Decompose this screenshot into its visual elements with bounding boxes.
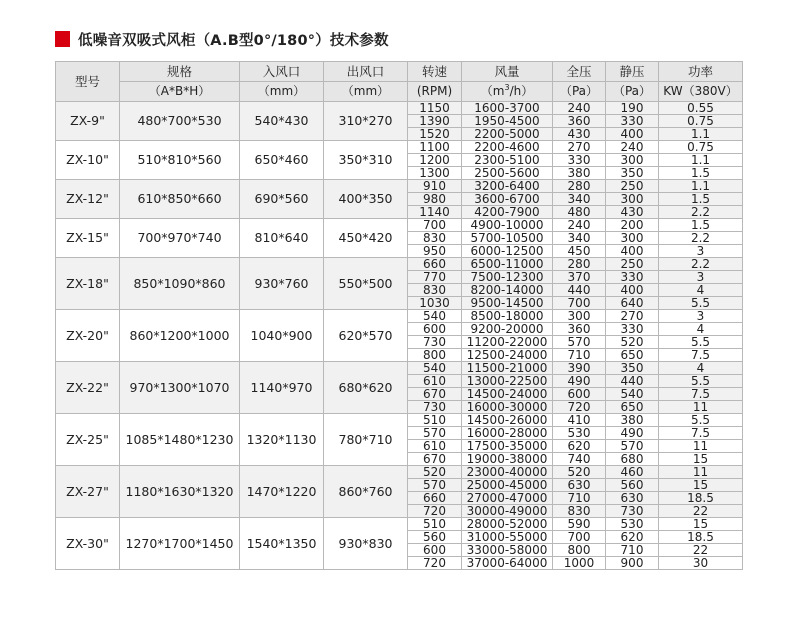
airflow-cell: 23000-40000 xyxy=(462,466,553,479)
model-cell: ZX-25" xyxy=(56,414,120,466)
spec-cell: 860*1200*1000 xyxy=(120,310,240,362)
static-pressure-cell: 330 xyxy=(606,323,659,336)
static-pressure-cell: 270 xyxy=(606,310,659,323)
static-pressure-cell: 620 xyxy=(606,531,659,544)
model-cell: ZX-20" xyxy=(56,310,120,362)
total-pressure-cell: 270 xyxy=(553,141,606,154)
power-cell: 22 xyxy=(659,544,743,557)
power-cell: 0.55 xyxy=(659,102,743,115)
speed-cell: 600 xyxy=(408,544,462,557)
speed-cell: 610 xyxy=(408,440,462,453)
airflow-cell: 7500-12300 xyxy=(462,271,553,284)
outlet-cell: 680*620 xyxy=(324,362,408,414)
power-cell: 11 xyxy=(659,440,743,453)
speed-cell: 540 xyxy=(408,362,462,375)
power-cell: 1.1 xyxy=(659,180,743,193)
airflow-cell: 11500-21000 xyxy=(462,362,553,375)
total-pressure-cell: 390 xyxy=(553,362,606,375)
static-pressure-cell: 540 xyxy=(606,388,659,401)
power-cell: 15 xyxy=(659,479,743,492)
power-cell: 22 xyxy=(659,505,743,518)
total-pressure-cell: 490 xyxy=(553,375,606,388)
airflow-cell: 2500-5600 xyxy=(462,167,553,180)
static-pressure-cell: 460 xyxy=(606,466,659,479)
power-cell: 0.75 xyxy=(659,115,743,128)
total-pressure-cell: 480 xyxy=(553,206,606,219)
outlet-cell: 860*760 xyxy=(324,466,408,518)
airflow-cell: 16000-30000 xyxy=(462,401,553,414)
speed-cell: 720 xyxy=(408,557,462,570)
outlet-cell: 400*350 xyxy=(324,180,408,219)
speed-cell: 730 xyxy=(408,401,462,414)
power-cell: 7.5 xyxy=(659,388,743,401)
unit-inlet: （mm） xyxy=(240,82,324,102)
speed-cell: 670 xyxy=(408,453,462,466)
header-spec: 规格 xyxy=(120,62,240,82)
inlet-cell: 540*430 xyxy=(240,102,324,141)
power-cell: 4 xyxy=(659,362,743,375)
header-inlet: 入风口 xyxy=(240,62,324,82)
model-cell: ZX-15" xyxy=(56,219,120,258)
model-cell: ZX-27" xyxy=(56,466,120,518)
page-title: 低噪音双吸式风柜（A.B型0°/180°）技术参数 xyxy=(78,32,389,49)
static-pressure-cell: 650 xyxy=(606,401,659,414)
power-cell: 1.5 xyxy=(659,219,743,232)
spec-table xyxy=(55,61,743,570)
airflow-cell: 9500-14500 xyxy=(462,297,553,310)
unit-airflow-pre: （m xyxy=(480,84,505,98)
static-pressure-cell: 190 xyxy=(606,102,659,115)
model-cell: ZX-10" xyxy=(56,141,120,180)
total-pressure-cell: 720 xyxy=(553,401,606,414)
airflow-cell: 1950-4500 xyxy=(462,115,553,128)
speed-cell: 610 xyxy=(408,375,462,388)
inlet-cell: 1540*1350 xyxy=(240,518,324,570)
speed-cell: 980 xyxy=(408,193,462,206)
power-cell: 15 xyxy=(659,518,743,531)
outlet-cell: 550*500 xyxy=(324,258,408,310)
airflow-cell: 19000-38000 xyxy=(462,453,553,466)
static-pressure-cell: 400 xyxy=(606,245,659,258)
speed-cell: 910 xyxy=(408,180,462,193)
spec-cell: 700*970*740 xyxy=(120,219,240,258)
outlet-cell: 310*270 xyxy=(324,102,408,141)
airflow-cell: 12500-24000 xyxy=(462,349,553,362)
power-cell: 2.2 xyxy=(659,232,743,245)
airflow-cell: 3200-6400 xyxy=(462,180,553,193)
static-pressure-cell: 440 xyxy=(606,375,659,388)
speed-cell: 830 xyxy=(408,232,462,245)
total-pressure-cell: 570 xyxy=(553,336,606,349)
power-cell: 1.5 xyxy=(659,167,743,180)
table-row xyxy=(56,466,743,479)
speed-cell: 700 xyxy=(408,219,462,232)
speed-cell: 510 xyxy=(408,518,462,531)
table-row xyxy=(56,414,743,427)
table-row xyxy=(56,310,743,323)
speed-cell: 1030 xyxy=(408,297,462,310)
static-pressure-cell: 710 xyxy=(606,544,659,557)
total-pressure-cell: 360 xyxy=(553,323,606,336)
speed-cell: 560 xyxy=(408,531,462,544)
speed-cell: 660 xyxy=(408,258,462,271)
outlet-cell: 930*830 xyxy=(324,518,408,570)
power-cell: 11 xyxy=(659,466,743,479)
airflow-cell: 2200-4600 xyxy=(462,141,553,154)
static-pressure-cell: 430 xyxy=(606,206,659,219)
static-pressure-cell: 650 xyxy=(606,349,659,362)
power-cell: 1.1 xyxy=(659,154,743,167)
speed-cell: 1390 xyxy=(408,115,462,128)
total-pressure-cell: 520 xyxy=(553,466,606,479)
static-pressure-cell: 730 xyxy=(606,505,659,518)
total-pressure-cell: 450 xyxy=(553,245,606,258)
model-cell: ZX-18" xyxy=(56,258,120,310)
inlet-cell: 1040*900 xyxy=(240,310,324,362)
airflow-cell: 6000-12500 xyxy=(462,245,553,258)
airflow-cell: 13000-22500 xyxy=(462,375,553,388)
outlet-cell: 620*570 xyxy=(324,310,408,362)
power-cell: 5.5 xyxy=(659,414,743,427)
unit-spec: （A*B*H） xyxy=(120,82,240,102)
unit-outlet: （mm） xyxy=(324,82,408,102)
speed-cell: 540 xyxy=(408,310,462,323)
static-pressure-cell: 380 xyxy=(606,414,659,427)
power-cell: 5.5 xyxy=(659,297,743,310)
unit-airflow xyxy=(462,82,553,102)
table-row xyxy=(56,102,743,115)
airflow-cell: 2200-5000 xyxy=(462,128,553,141)
total-pressure-cell: 340 xyxy=(553,193,606,206)
power-cell: 2.2 xyxy=(659,206,743,219)
spec-cell: 1270*1700*1450 xyxy=(120,518,240,570)
total-pressure-cell: 700 xyxy=(553,297,606,310)
table-row xyxy=(56,219,743,232)
total-pressure-cell: 330 xyxy=(553,154,606,167)
static-pressure-cell: 490 xyxy=(606,427,659,440)
total-pressure-cell: 1000 xyxy=(553,557,606,570)
airflow-cell: 1600-3700 xyxy=(462,102,553,115)
total-pressure-cell: 430 xyxy=(553,128,606,141)
speed-cell: 1200 xyxy=(408,154,462,167)
power-cell: 7.5 xyxy=(659,427,743,440)
static-pressure-cell: 200 xyxy=(606,219,659,232)
airflow-cell: 3600-6700 xyxy=(462,193,553,206)
power-cell: 18.5 xyxy=(659,492,743,505)
header-speed: 转速 xyxy=(408,62,462,82)
header-airflow: 风量 xyxy=(462,62,553,82)
airflow-cell: 16000-28000 xyxy=(462,427,553,440)
power-cell: 1.5 xyxy=(659,193,743,206)
model-cell: ZX-9" xyxy=(56,102,120,141)
speed-cell: 670 xyxy=(408,388,462,401)
airflow-cell: 27000-47000 xyxy=(462,492,553,505)
static-pressure-cell: 640 xyxy=(606,297,659,310)
speed-cell: 520 xyxy=(408,466,462,479)
unit-airflow-post: /h） xyxy=(509,84,534,98)
speed-cell: 570 xyxy=(408,479,462,492)
total-pressure-cell: 620 xyxy=(553,440,606,453)
power-cell: 4 xyxy=(659,284,743,297)
total-pressure-cell: 590 xyxy=(553,518,606,531)
airflow-cell: 25000-45000 xyxy=(462,479,553,492)
static-pressure-cell: 240 xyxy=(606,141,659,154)
static-pressure-cell: 330 xyxy=(606,271,659,284)
power-cell: 5.5 xyxy=(659,375,743,388)
power-cell: 2.2 xyxy=(659,258,743,271)
speed-cell: 730 xyxy=(408,336,462,349)
page-title-bar xyxy=(55,27,389,51)
speed-cell: 570 xyxy=(408,427,462,440)
header-static-pressure: 静压 xyxy=(606,62,659,82)
static-pressure-cell: 680 xyxy=(606,453,659,466)
total-pressure-cell: 240 xyxy=(553,219,606,232)
speed-cell: 720 xyxy=(408,505,462,518)
airflow-cell: 28000-52000 xyxy=(462,518,553,531)
outlet-cell: 780*710 xyxy=(324,414,408,466)
speed-cell: 770 xyxy=(408,271,462,284)
total-pressure-cell: 440 xyxy=(553,284,606,297)
header-outlet: 出风口 xyxy=(324,62,408,82)
static-pressure-cell: 250 xyxy=(606,258,659,271)
total-pressure-cell: 410 xyxy=(553,414,606,427)
title-marker-icon xyxy=(55,31,70,47)
unit-power: KW（380V） xyxy=(659,82,743,102)
speed-cell: 830 xyxy=(408,284,462,297)
airflow-cell: 4900-10000 xyxy=(462,219,553,232)
airflow-cell: 14500-24000 xyxy=(462,388,553,401)
inlet-cell: 1470*1220 xyxy=(240,466,324,518)
total-pressure-cell: 800 xyxy=(553,544,606,557)
model-cell: ZX-30" xyxy=(56,518,120,570)
power-cell: 30 xyxy=(659,557,743,570)
total-pressure-cell: 300 xyxy=(553,310,606,323)
power-cell: 3 xyxy=(659,245,743,258)
total-pressure-cell: 530 xyxy=(553,427,606,440)
power-cell: 7.5 xyxy=(659,349,743,362)
spec-cell: 850*1090*860 xyxy=(120,258,240,310)
header-unit-row xyxy=(56,82,743,102)
table-row xyxy=(56,258,743,271)
inlet-cell: 1140*970 xyxy=(240,362,324,414)
model-cell: ZX-22" xyxy=(56,362,120,414)
airflow-cell: 14500-26000 xyxy=(462,414,553,427)
static-pressure-cell: 900 xyxy=(606,557,659,570)
spec-cell: 1180*1630*1320 xyxy=(120,466,240,518)
spec-cell: 610*850*660 xyxy=(120,180,240,219)
inlet-cell: 690*560 xyxy=(240,180,324,219)
table-row xyxy=(56,362,743,375)
header-row xyxy=(56,62,743,82)
spec-cell: 480*700*530 xyxy=(120,102,240,141)
static-pressure-cell: 520 xyxy=(606,336,659,349)
speed-cell: 1520 xyxy=(408,128,462,141)
speed-cell: 510 xyxy=(408,414,462,427)
unit-airflow-sup: 3 xyxy=(504,83,510,92)
airflow-cell: 30000-49000 xyxy=(462,505,553,518)
airflow-cell: 6500-11000 xyxy=(462,258,553,271)
power-cell: 11 xyxy=(659,401,743,414)
outlet-cell: 450*420 xyxy=(324,219,408,258)
table-row xyxy=(56,518,743,531)
outlet-cell: 350*310 xyxy=(324,141,408,180)
airflow-cell: 37000-64000 xyxy=(462,557,553,570)
inlet-cell: 930*760 xyxy=(240,258,324,310)
airflow-cell: 8500-18000 xyxy=(462,310,553,323)
airflow-cell: 17500-35000 xyxy=(462,440,553,453)
total-pressure-cell: 340 xyxy=(553,232,606,245)
static-pressure-cell: 330 xyxy=(606,115,659,128)
power-cell: 3 xyxy=(659,310,743,323)
total-pressure-cell: 280 xyxy=(553,180,606,193)
table-body xyxy=(56,102,743,570)
static-pressure-cell: 630 xyxy=(606,492,659,505)
total-pressure-cell: 370 xyxy=(553,271,606,284)
spec-cell: 970*1300*1070 xyxy=(120,362,240,414)
inlet-cell: 1320*1130 xyxy=(240,414,324,466)
airflow-cell: 2300-5100 xyxy=(462,154,553,167)
table-row xyxy=(56,180,743,193)
speed-cell: 950 xyxy=(408,245,462,258)
model-cell: ZX-12" xyxy=(56,180,120,219)
header-model: 型号 xyxy=(56,62,120,102)
static-pressure-cell: 250 xyxy=(606,180,659,193)
power-cell: 18.5 xyxy=(659,531,743,544)
power-cell: 5.5 xyxy=(659,336,743,349)
static-pressure-cell: 350 xyxy=(606,362,659,375)
speed-cell: 1150 xyxy=(408,102,462,115)
header-total-pressure: 全压 xyxy=(553,62,606,82)
header-power: 功率 xyxy=(659,62,743,82)
static-pressure-cell: 570 xyxy=(606,440,659,453)
inlet-cell: 810*640 xyxy=(240,219,324,258)
total-pressure-cell: 630 xyxy=(553,479,606,492)
static-pressure-cell: 300 xyxy=(606,154,659,167)
total-pressure-cell: 740 xyxy=(553,453,606,466)
speed-cell: 1100 xyxy=(408,141,462,154)
speed-cell: 600 xyxy=(408,323,462,336)
airflow-cell: 8200-14000 xyxy=(462,284,553,297)
speed-cell: 800 xyxy=(408,349,462,362)
static-pressure-cell: 400 xyxy=(606,128,659,141)
speed-cell: 1300 xyxy=(408,167,462,180)
power-cell: 3 xyxy=(659,271,743,284)
inlet-cell: 650*460 xyxy=(240,141,324,180)
total-pressure-cell: 700 xyxy=(553,531,606,544)
power-cell: 0.75 xyxy=(659,141,743,154)
spec-cell: 510*810*560 xyxy=(120,141,240,180)
static-pressure-cell: 300 xyxy=(606,232,659,245)
power-cell: 15 xyxy=(659,453,743,466)
static-pressure-cell: 400 xyxy=(606,284,659,297)
total-pressure-cell: 240 xyxy=(553,102,606,115)
unit-total-pressure: （Pa） xyxy=(553,82,606,102)
static-pressure-cell: 560 xyxy=(606,479,659,492)
total-pressure-cell: 280 xyxy=(553,258,606,271)
table-row xyxy=(56,141,743,154)
total-pressure-cell: 360 xyxy=(553,115,606,128)
speed-cell: 660 xyxy=(408,492,462,505)
airflow-cell: 4200-7900 xyxy=(462,206,553,219)
airflow-cell: 33000-58000 xyxy=(462,544,553,557)
total-pressure-cell: 600 xyxy=(553,388,606,401)
total-pressure-cell: 830 xyxy=(553,505,606,518)
static-pressure-cell: 350 xyxy=(606,167,659,180)
airflow-cell: 31000-55000 xyxy=(462,531,553,544)
unit-static-pressure: （Pa） xyxy=(606,82,659,102)
total-pressure-cell: 710 xyxy=(553,492,606,505)
airflow-cell: 9200-20000 xyxy=(462,323,553,336)
unit-speed: (RPM) xyxy=(408,82,462,102)
total-pressure-cell: 380 xyxy=(553,167,606,180)
airflow-cell: 11200-22000 xyxy=(462,336,553,349)
speed-cell: 1140 xyxy=(408,206,462,219)
static-pressure-cell: 300 xyxy=(606,193,659,206)
airflow-cell: 5700-10500 xyxy=(462,232,553,245)
power-cell: 4 xyxy=(659,323,743,336)
power-cell: 1.1 xyxy=(659,128,743,141)
total-pressure-cell: 710 xyxy=(553,349,606,362)
spec-cell: 1085*1480*1230 xyxy=(120,414,240,466)
static-pressure-cell: 530 xyxy=(606,518,659,531)
